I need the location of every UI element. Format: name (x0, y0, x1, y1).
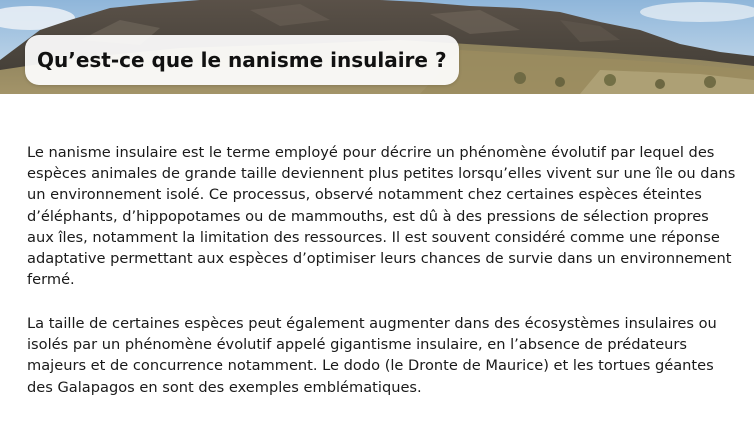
article-paragraph-2: La taille de certaines espèces peut également augmenter dans des écosystèmes insulaires ou isolés par un phénomène évolutif appelé gigantisme insulaire, en l’absence de prédateurs majeurs et de concurrence notamment. Le dodo (le Dronte de Maurice) et les tortues géantes des Galapagos en sont des exemples emblématiques. (27, 315, 717, 396)
header-banner (0, 0, 754, 94)
page-title: Qu’est-ce que le nanisme insulaire ? (37, 48, 447, 72)
title-pill (25, 35, 459, 85)
article-paragraph-1: Le nanisme insulaire est le terme employé pour décrire un phénomène évolutif par lequel des espèces animales de grande taille deviennent plus petites lorsqu’elles vivent sur une île ou dans un environnement isolé. Ce processus, observé notamment chez certaines espèces éteintes d’éléphants, d’hippopotames ou de mammouths, est dû à des pressions de sélection propres aux îles, notamment la limitation des ressources. Il est souvent considéré comme une réponse adaptative permettant aux espèces d’optimiser leurs chances de survie dans un environnement fermé. (27, 144, 736, 289)
